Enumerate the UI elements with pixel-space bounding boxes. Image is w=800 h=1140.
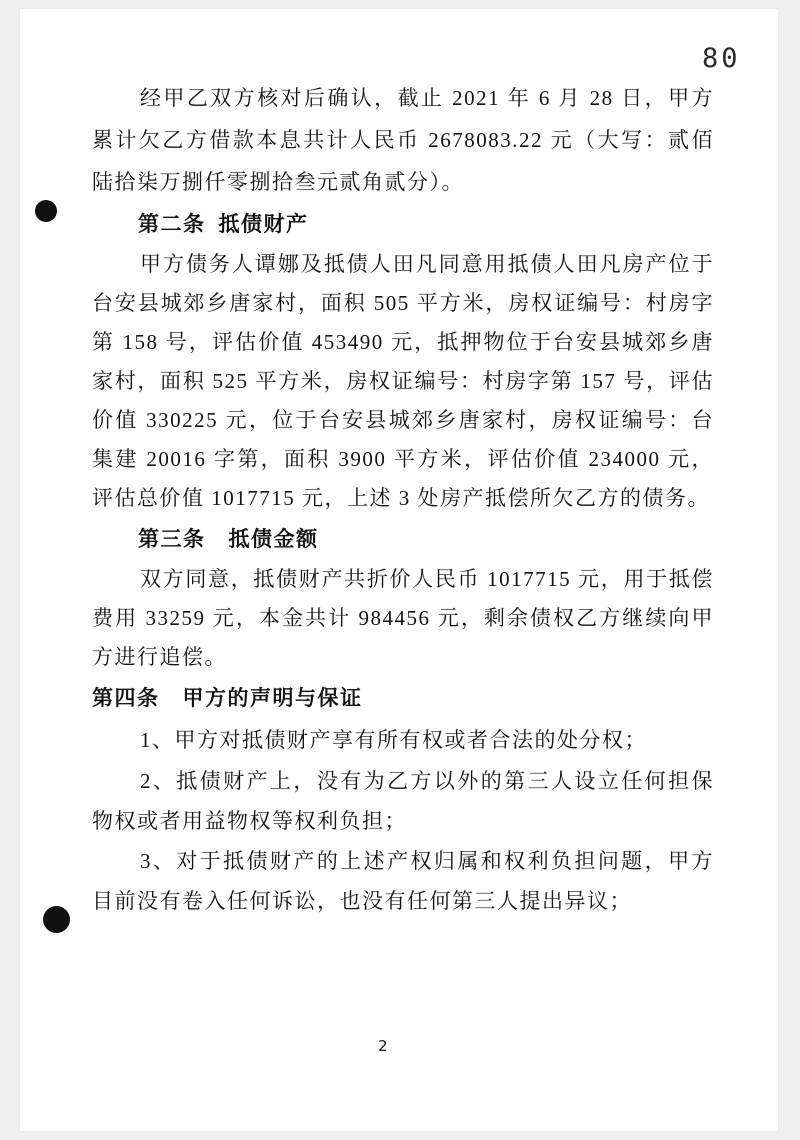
declaration-item-1: 1、甲方对抵债财产享有所有权或者合法的处分权； bbox=[140, 728, 647, 752]
binder-hole-mark-top bbox=[35, 200, 57, 222]
heading-section-4 bbox=[92, 677, 714, 719]
declaration-item-2: 2、抵债财产上，没有为乙方以外的第三人设立任何担保物权或者用益物权等权利负担； bbox=[92, 769, 714, 833]
heading-section-2 bbox=[92, 203, 714, 245]
heading-section-3 bbox=[92, 518, 714, 560]
heading-section-3-number: 第三条 bbox=[138, 527, 206, 551]
heading-section-4-number: 第四条 bbox=[92, 686, 160, 710]
heading-section-3-title: 抵债金额 bbox=[228, 527, 319, 551]
footer-page-number: 2 bbox=[378, 1037, 388, 1055]
document-body bbox=[92, 77, 714, 921]
declaration-item-3: 3、对于抵债财产的上述产权归属和权利负担问题，甲方目前没有卷入任何诉讼，也没有任何第三人提出异议； bbox=[92, 849, 714, 913]
stamped-page-number: 80 bbox=[702, 43, 741, 74]
heading-section-2-title: 抵债财产 bbox=[218, 212, 309, 236]
paragraph-offset-amount: 双方同意，抵债财产共折价人民币 1017715 元，用于抵偿费用 33259 元，本金共计 984456 元，剩余债权乙方继续向甲方进行追偿。 bbox=[92, 567, 714, 669]
heading-section-2-number: 第二条 bbox=[138, 212, 206, 236]
binder-hole-mark-bottom bbox=[43, 906, 70, 933]
heading-section-4-title: 甲方的声明与保证 bbox=[182, 686, 363, 710]
scanned-document-page bbox=[20, 9, 778, 1131]
paragraph-debt-confirmation: 经甲乙双方核对后确认，截止 2021 年 6 月 28 日，甲方累计欠乙方借款本息共计人民币 2678083.22 元（大写：贰佰陆拾柒万捌仟零捌拾叁元贰角贰分）。 bbox=[92, 86, 714, 194]
paragraph-collateral-property: 甲方债务人谭娜及抵债人田凡同意用抵债人田凡房产位于台安县城郊乡唐家村，面积 505 平方米，房权证编号：村房字第 158 号，评估价值 453490 元，抵押物位于台安县城郊乡唐家村，面积 525 平方米，房权证编号：村房字第 157 号，评估价值 330225 元，位于台安县城郊乡唐家村，房权证编号：台集建 20016 字第，面积 3900 平方米，评估价值 234000 元，评估总价值 1017715 元，上述 3 处房产抵偿所欠乙方的债务。 bbox=[92, 252, 714, 510]
